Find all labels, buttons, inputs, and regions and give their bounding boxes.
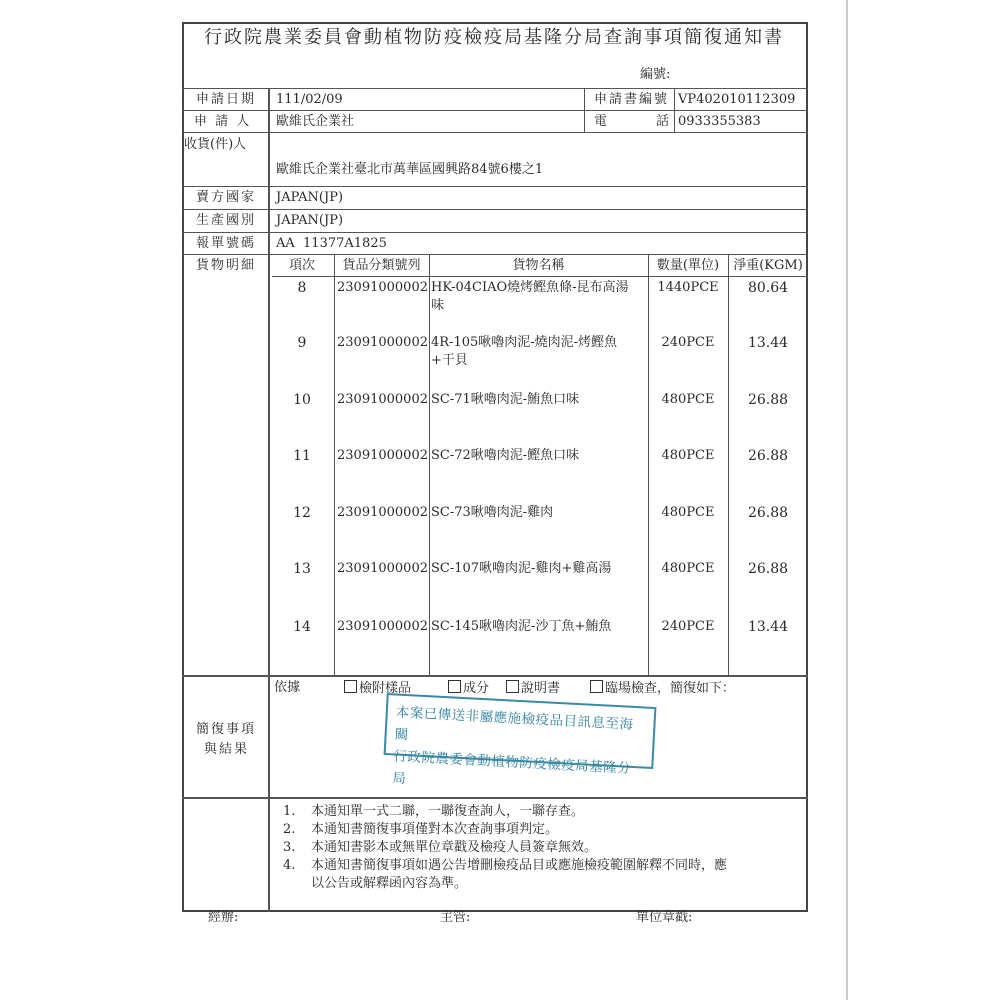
note-item-cont: 以公告或解釋函內容為準。 (311, 876, 468, 891)
divider (182, 797, 808, 799)
goods-name-cont: +干貝 (431, 353, 468, 368)
checkbox-icon[interactable] (448, 680, 461, 693)
consignee-label: 收貨(件)人 (184, 137, 247, 152)
net-weight: 13.44 (747, 619, 789, 635)
document-title: 行政院農業委員會動植物防疫檢疫局基隆分局查詢事項簡復通知書 (204, 27, 784, 48)
divider (182, 675, 808, 677)
origin-country-label: 生產國別 (196, 213, 257, 228)
quantity: 1440PCE (657, 280, 719, 295)
basis-label: 依據 (274, 680, 301, 695)
divider (584, 88, 585, 132)
goods-section-label: 貨物明細 (196, 258, 257, 273)
net-weight: 26.88 (747, 561, 789, 577)
col-header-weight: 淨重(KGM) (733, 258, 803, 273)
net-weight: 26.88 (747, 505, 789, 521)
item-no: 13 (293, 561, 311, 577)
quantity: 240PCE (661, 619, 715, 634)
item-no: 10 (293, 392, 311, 408)
hs-code: 23091000002 (337, 448, 428, 463)
phone-value: 0933355383 (678, 114, 761, 129)
goods-name: HK-04CIAO燒烤鰹魚條-昆布高湯 (431, 280, 629, 295)
seller-country-label: 賣方國家 (196, 190, 257, 205)
checkbox-manual[interactable]: 說明書 (506, 680, 560, 697)
official-stamp (384, 693, 657, 788)
note-item: 4. 本通知書簡復事項如遇公告增刪檢疫品目或應施檢疫範圍解釋不同時，應 (283, 858, 728, 873)
divider (182, 110, 808, 111)
seal-label: 單位章戳: (636, 910, 693, 925)
item-no: 8 (297, 280, 307, 296)
hs-code: 23091000002 (337, 335, 428, 350)
item-no: 9 (297, 335, 307, 351)
divider (182, 232, 808, 233)
label-column-divider (268, 88, 270, 912)
origin-country-value: JAPAN(JP) (276, 213, 344, 228)
quantity: 480PCE (661, 448, 715, 463)
item-no: 12 (293, 505, 311, 521)
goods-name: SC-145啾嚕肉泥-沙丁魚+鮪魚 (431, 619, 612, 634)
item-no: 14 (293, 619, 311, 635)
col-header-code: 貨品分類號列 (342, 258, 421, 273)
applicant-value: 歐維氏企業社 (276, 114, 355, 129)
goods-name: SC-71啾嚕肉泥-鮪魚口味 (431, 392, 580, 407)
goods-name-cont: 味 (431, 298, 445, 313)
stamp-line-1: 本案已傳送非屬應施檢疫品目訊息至海關 (394, 704, 634, 744)
divider (182, 132, 808, 133)
hs-code: 23091000002 (337, 505, 428, 520)
checkbox-icon[interactable] (590, 680, 603, 693)
hs-code: 23091000002 (337, 619, 428, 634)
note-item: 1. 本通知單一式二聯，一聯復查詢人，一聯存查。 (283, 804, 585, 819)
note-item: 2. 本通知書簡復事項僅對本次查詢事項判定。 (283, 822, 559, 837)
stamp-line-2: 行政院農委會動植物防疫檢疫局基隆分局 (391, 748, 632, 788)
goods-name: SC-73啾嚕肉泥-雞肉 (431, 505, 554, 520)
net-weight: 26.88 (747, 448, 789, 464)
divider (674, 88, 675, 132)
goods-name: SC-72啾嚕肉泥-鰹魚口味 (431, 448, 580, 463)
table-row (270, 335, 808, 385)
hs-code: 23091000002 (337, 392, 428, 407)
declaration-no-value: AA 11377A1825 (276, 236, 387, 251)
net-weight: 80.64 (747, 280, 789, 296)
checkbox-ingredients[interactable]: 成分 (448, 680, 489, 697)
quantity: 240PCE (661, 335, 715, 350)
table-row (270, 280, 808, 330)
quantity: 480PCE (661, 505, 715, 520)
checkbox-onsite-inspection[interactable]: 臨場檢查，簡復如下： (590, 680, 735, 697)
checkbox-sample[interactable]: 檢附樣品 (344, 680, 411, 697)
table-row (270, 392, 808, 422)
checkbox-icon[interactable] (506, 680, 519, 693)
application-date-value: 111/02/09 (276, 92, 343, 107)
handler-label: 經辦: (208, 910, 239, 925)
phone-label-1: 電 (594, 114, 608, 129)
supervisor-label: 主管: (440, 910, 471, 925)
seller-country-value: JAPAN(JP) (276, 190, 344, 205)
applicant-label: 申 請 人 (194, 114, 252, 129)
divider (182, 209, 808, 210)
divider (182, 186, 808, 187)
col-header-name: 貨物名稱 (512, 258, 565, 273)
net-weight: 26.88 (747, 392, 789, 408)
col-header-item: 項次 (288, 258, 315, 273)
divider (182, 254, 808, 255)
col-header-qty: 數量(單位) (656, 258, 720, 273)
page-edge-line (846, 0, 848, 1000)
application-no-label: 申請書編號 (594, 92, 670, 107)
declaration-no-label: 報單號碼 (196, 236, 257, 251)
phone-label-2: 話 (656, 114, 670, 129)
table-row (270, 561, 808, 591)
hs-code: 23091000002 (337, 280, 428, 295)
reply-section-label-2: 與結果 (204, 742, 250, 757)
table-row (270, 505, 808, 535)
quantity: 480PCE (661, 392, 715, 407)
hs-code: 23091000002 (337, 561, 428, 576)
application-no-value: VP402010112309 (678, 92, 796, 107)
note-item: 3. 本通知書影本或無單位章戳及檢疫人員簽章無效。 (283, 840, 598, 855)
goods-name: SC-107啾嚕肉泥-雞肉+雞高湯 (431, 561, 612, 576)
application-date-label: 申請日期 (196, 92, 257, 107)
item-no: 11 (293, 448, 311, 464)
goods-name: 4R-105啾嚕肉泥-燒肉泥-烤鰹魚 (431, 335, 618, 350)
quantity: 480PCE (661, 561, 715, 576)
checkbox-icon[interactable] (344, 680, 357, 693)
reply-section-label-1: 簡復事項 (196, 722, 257, 737)
table-row (270, 448, 808, 478)
serial-label: 編號: (640, 67, 671, 82)
table-row (270, 619, 808, 649)
consignee-value: 歐維氏企業社臺北市萬華區國興路84號6樓之1 (276, 162, 544, 177)
divider (182, 88, 808, 89)
net-weight: 13.44 (747, 335, 789, 351)
